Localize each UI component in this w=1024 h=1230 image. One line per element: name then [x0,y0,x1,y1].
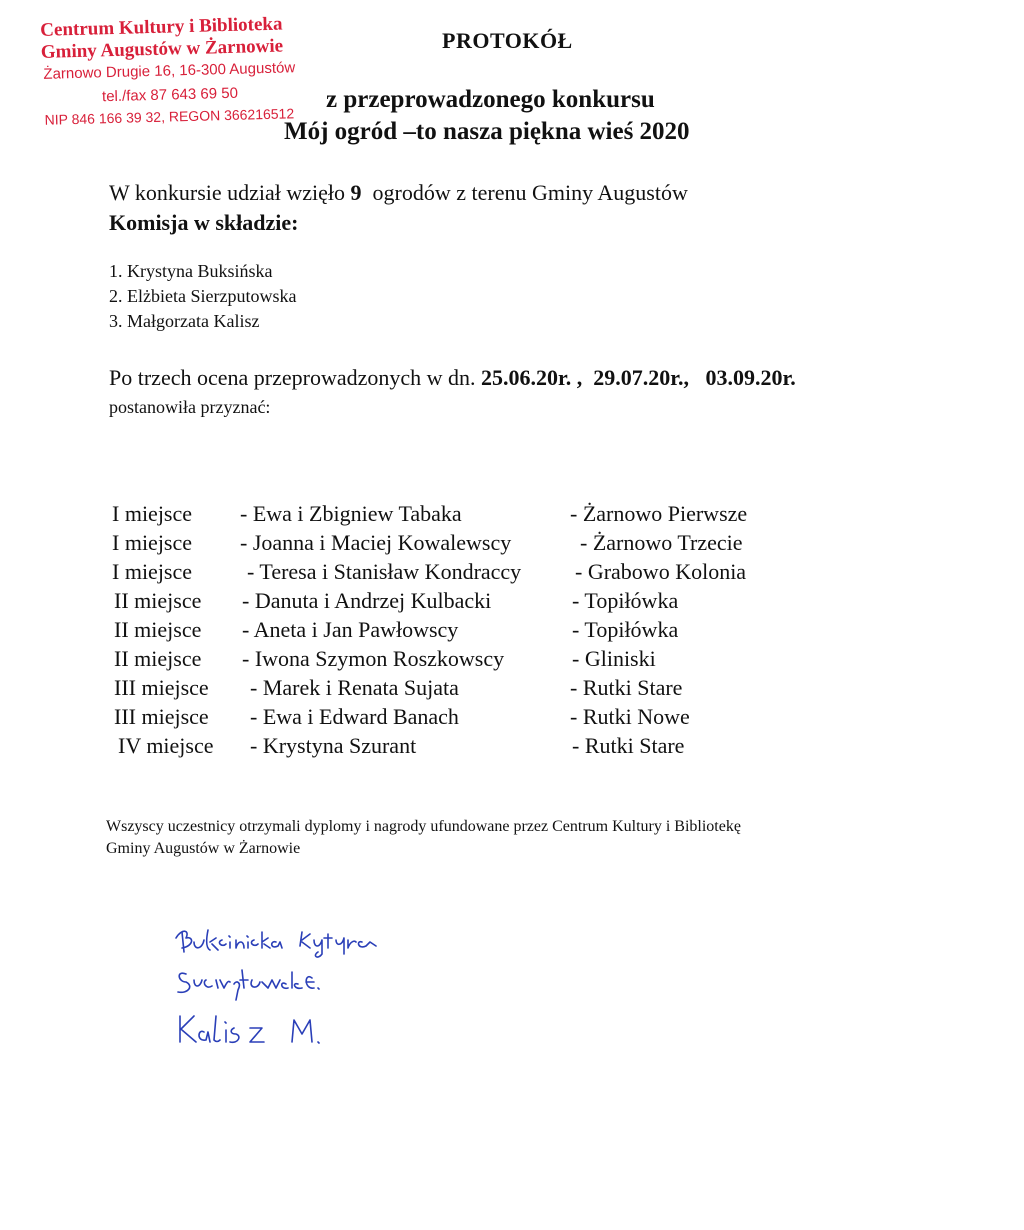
result-place: IV miejsce [118,733,214,758]
document-subtitle: z przeprowadzonego konkursu [326,86,655,113]
assessment-text: Po trzech ocena przeprowadzonych w dn. [109,365,476,390]
contest-name: Mój ogród –to nasza piękna wieś 2020 [284,118,690,145]
decision-text: postanowiła przyznać: [109,397,271,417]
footer-line-1: Wszyscy uczestnicy otrzymali dyplomy i nagrody ufundowane przez Centrum Kultury i Bibliotekę [106,818,741,835]
assessment-line [109,365,796,391]
result-winner: - Ewa i Zbigniew Tabaka [240,501,462,526]
document-title: PROTOKÓŁ [442,28,573,53]
participation-count: 9 [350,180,362,205]
participation-line [109,180,688,206]
assessment-sep: , [576,365,583,390]
result-village: - Rutki Stare [572,733,685,758]
result-village: - Żarnowo Pierwsze [570,501,748,526]
result-winner: - Teresa i Stanisław Kondraccy [247,559,522,584]
assessment-date-2: 29.07.20r., [593,365,690,390]
handwritten-signatures [172,924,412,1059]
footer-line-2: Gminy Augustów w Żarnowie [106,840,301,857]
result-winner: - Danuta i Andrzej Kulbacki [242,588,492,613]
result-place: I miejsce [112,501,193,526]
result-village: - Topiłówka [572,617,679,642]
result-place: III miejsce [114,704,209,729]
stamp-line-phone: tel./fax 87 643 69 50 [101,84,239,106]
institution-stamp [36,12,336,128]
signature-kalisz [180,1016,319,1043]
result-place: I miejsce [112,530,193,555]
participation-text: W konkursie udział wzięło [109,180,346,205]
result-place: III miejsce [114,675,209,700]
result-winner: - Krystyna Szurant [250,733,417,758]
result-village: - Topiłówka [572,588,679,613]
result-winner: - Ewa i Edward Banach [250,704,459,729]
committee-heading: Komisja w składzie: [109,210,299,235]
result-village: - Rutki Nowe [570,704,690,729]
result-place: II miejsce [114,617,202,642]
stamp-line-municipality: Gminy Augustów w Żarnowie [40,35,284,63]
stamp-line-name: Centrum Kultury i Biblioteka [39,13,283,41]
signature-buksinska [176,930,376,957]
participation-rest: ogrodów z terenu Gminy Augustów [372,180,688,205]
result-village: - Grabowo Kolonia [575,559,747,584]
committee-member: 1. Krystyna Buksińska [109,261,273,281]
result-village: - Rutki Stare [570,675,683,700]
result-place: II miejsce [114,588,202,613]
result-winner: - Iwona Szymon Roszkowscy [242,646,505,671]
result-place: II miejsce [114,646,202,671]
result-winner: - Marek i Renata Sujata [250,675,459,700]
result-place: I miejsce [112,559,193,584]
committee-member: 3. Małgorzata Kalisz [109,311,260,331]
result-village: - Żarnowo Trzecie [580,530,743,555]
result-winner: - Aneta i Jan Pawłowscy [242,617,459,642]
stamp-line-address: Żarnowo Drugie 16, 16-300 Augustów [43,59,296,83]
assessment-date-1: 25.06.20r. [481,365,572,390]
stamp-line-ids: NIP 846 166 39 32, REGON 366216512 [44,105,295,128]
result-winner: - Joanna i Maciej Kowalewscy [240,530,512,555]
signature-drawing [172,924,412,1054]
committee-member: 2. Elżbieta Sierzputowska [109,286,297,306]
result-village: - Gliniski [572,646,656,671]
signature-sierzputowska [178,970,319,1000]
assessment-date-3: 03.09.20r. [705,365,796,390]
